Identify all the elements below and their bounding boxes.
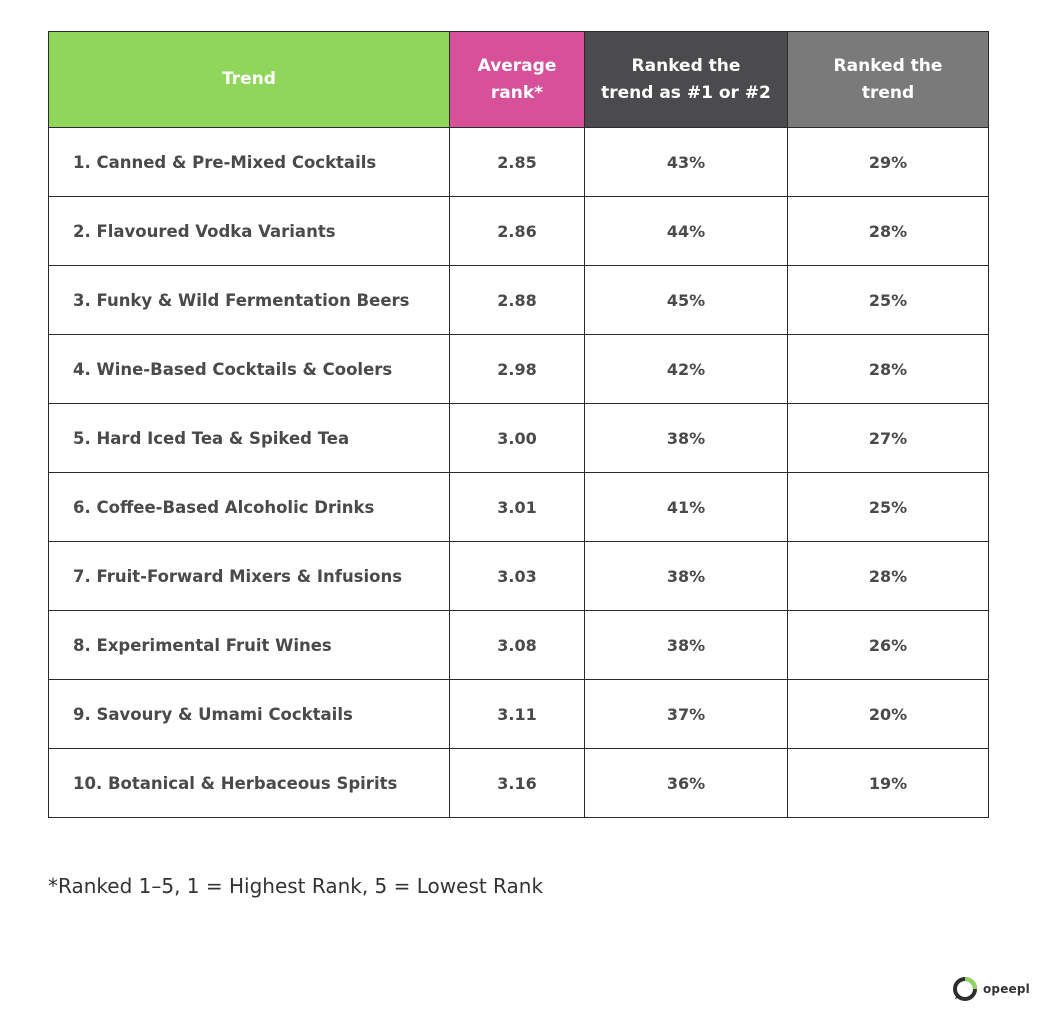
ranked-cell: 28% xyxy=(788,542,989,611)
trend-cell: 5. Hard Iced Tea & Spiked Tea xyxy=(49,404,450,473)
ranked-cell: 25% xyxy=(788,473,989,542)
table-row xyxy=(49,335,989,404)
brand-mark xyxy=(953,977,1030,1001)
header-ranked-top2 xyxy=(585,32,788,128)
brand-name: opeepl xyxy=(982,982,1030,996)
trend-cell: 2. Flavoured Vodka Variants xyxy=(49,197,450,266)
average-rank-cell: 3.16 xyxy=(450,749,585,818)
average-rank-cell: 3.01 xyxy=(450,473,585,542)
trend-cell: 6. Coffee-Based Alcoholic Drinks xyxy=(49,473,450,542)
ranked-cell: 20% xyxy=(788,680,989,749)
table-body xyxy=(49,128,989,818)
trend-cell: 3. Funky & Wild Fermentation Beers xyxy=(49,266,450,335)
ranked-top2-cell: 41% xyxy=(585,473,788,542)
trend-cell: 7. Fruit-Forward Mixers & Infusions xyxy=(49,542,450,611)
header-trend xyxy=(49,32,450,128)
table-row xyxy=(49,266,989,335)
average-rank-cell: 2.88 xyxy=(450,266,585,335)
ranked-top2-cell: 38% xyxy=(585,404,788,473)
header-average-rank-label: Average rank* xyxy=(477,55,557,103)
trend-cell: 10. Botanical & Herbaceous Spirits xyxy=(49,749,450,818)
ranked-cell: 27% xyxy=(788,404,989,473)
trend-cell: 1. Canned & Pre-Mixed Cocktails xyxy=(49,128,450,197)
header-trend-label: Trend xyxy=(222,69,276,89)
table-row xyxy=(49,749,989,818)
ranked-cell: 29% xyxy=(788,128,989,197)
trend-cell: 8. Experimental Fruit Wines xyxy=(49,611,450,680)
opeepl-logo-icon xyxy=(953,977,977,1001)
average-rank-cell: 2.86 xyxy=(450,197,585,266)
ranked-cell: 19% xyxy=(788,749,989,818)
average-rank-cell: 2.85 xyxy=(450,128,585,197)
table-row xyxy=(49,680,989,749)
ranked-top2-cell: 42% xyxy=(585,335,788,404)
ranked-cell: 28% xyxy=(788,197,989,266)
table-row xyxy=(49,611,989,680)
average-rank-cell: 3.11 xyxy=(450,680,585,749)
average-rank-cell: 3.00 xyxy=(450,404,585,473)
table-header xyxy=(49,32,989,128)
trend-cell: 9. Savoury & Umami Cocktails xyxy=(49,680,450,749)
ranked-top2-cell: 36% xyxy=(585,749,788,818)
ranked-top2-cell: 43% xyxy=(585,128,788,197)
trend-cell: 4. Wine-Based Cocktails & Coolers xyxy=(49,335,450,404)
header-ranked-trend xyxy=(788,32,989,128)
ranked-top2-cell: 38% xyxy=(585,542,788,611)
ranked-top2-cell: 38% xyxy=(585,611,788,680)
header-row xyxy=(49,32,989,128)
header-ranked-top2-label: Ranked the trend as #1 or #2 xyxy=(601,55,771,103)
trend-ranking-table xyxy=(48,31,989,818)
ranked-cell: 28% xyxy=(788,335,989,404)
table-row xyxy=(49,404,989,473)
ranked-cell: 26% xyxy=(788,611,989,680)
table-row xyxy=(49,128,989,197)
ranked-top2-cell: 45% xyxy=(585,266,788,335)
average-rank-cell: 3.03 xyxy=(450,542,585,611)
header-average-rank xyxy=(450,32,585,128)
logo-ring-accent xyxy=(965,979,975,989)
table-row xyxy=(49,197,989,266)
header-ranked-trend-label: Ranked the trend xyxy=(833,55,943,103)
footnote: *Ranked 1–5, 1 = Highest Rank, 5 = Lowest Rank xyxy=(48,874,544,898)
table-row xyxy=(49,542,989,611)
table-row xyxy=(49,473,989,542)
average-rank-cell: 2.98 xyxy=(450,335,585,404)
ranked-top2-cell: 44% xyxy=(585,197,788,266)
ranked-top2-cell: 37% xyxy=(585,680,788,749)
average-rank-cell: 3.08 xyxy=(450,611,585,680)
ranked-cell: 25% xyxy=(788,266,989,335)
